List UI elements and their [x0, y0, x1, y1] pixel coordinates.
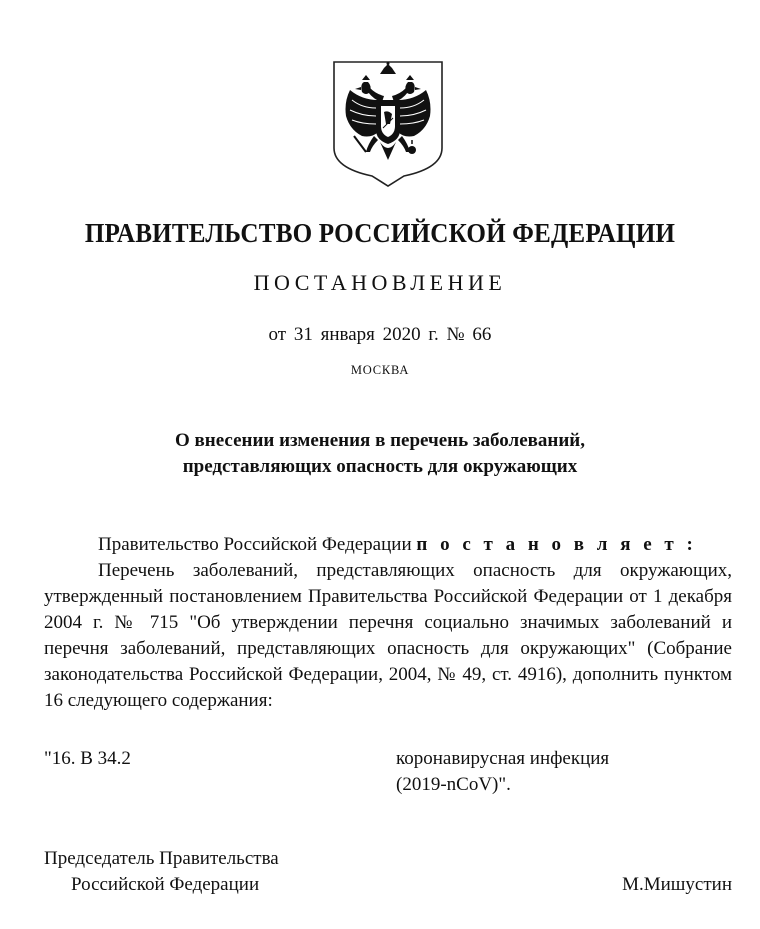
document-date-number: от 31 января 2020 г. № 66: [268, 324, 492, 345]
subject-line-2: представляющих опасность для окружающих: [182, 456, 578, 477]
signatory-position-line-2: Российской Федерации: [71, 874, 260, 895]
disease-name-line-1: коронавирусная инфекция: [396, 748, 610, 769]
document-subject: [0, 428, 760, 480]
disease-code: "16. В 34.2: [44, 748, 131, 769]
decree-intro-text: Правительство Российской Федерации: [98, 534, 417, 555]
disease-name-line-2: (2019-nCoV)".: [396, 774, 511, 795]
amendment-paragraph: Перечень заболеваний, представляющих опасность для окружающих, утвержденный постановлением Правительства Российской Федерации от 1 декабря 2004 г. № 715 "Об утверждении перечня социально значимых заболеваний и перечня заболеваний, представляющих опасность для окружающих" (Собрание законодательства Российской Федерации, 2004, № 49, ст. 4916), дополнить пунктом 16 следующего содержания:: [44, 560, 732, 711]
government-title: ПРАВИТЕЛЬСТВО РОССИЙСКОЙ ФЕДЕРАЦИИ: [84, 218, 676, 248]
document-city: МОСКВА: [350, 363, 410, 377]
subject-line-1: О внесении изменения в перечень заболеваний,: [175, 430, 585, 451]
decree-intro-paragraph: [44, 532, 732, 558]
signatory-position-line-1: Председатель Правительства: [44, 848, 279, 869]
disease-name: [396, 746, 736, 798]
decree-verb: п о с т а н о в л я е т :: [416, 534, 697, 555]
coat-of-arms-emblem: [332, 60, 444, 188]
signatory-name: М.Мишустин: [622, 874, 732, 895]
document-type-heading: ПОСТАНОВЛЕНИЕ: [253, 270, 507, 295]
double-headed-eagle-icon: [332, 60, 444, 188]
signatory-position: [44, 846, 279, 898]
